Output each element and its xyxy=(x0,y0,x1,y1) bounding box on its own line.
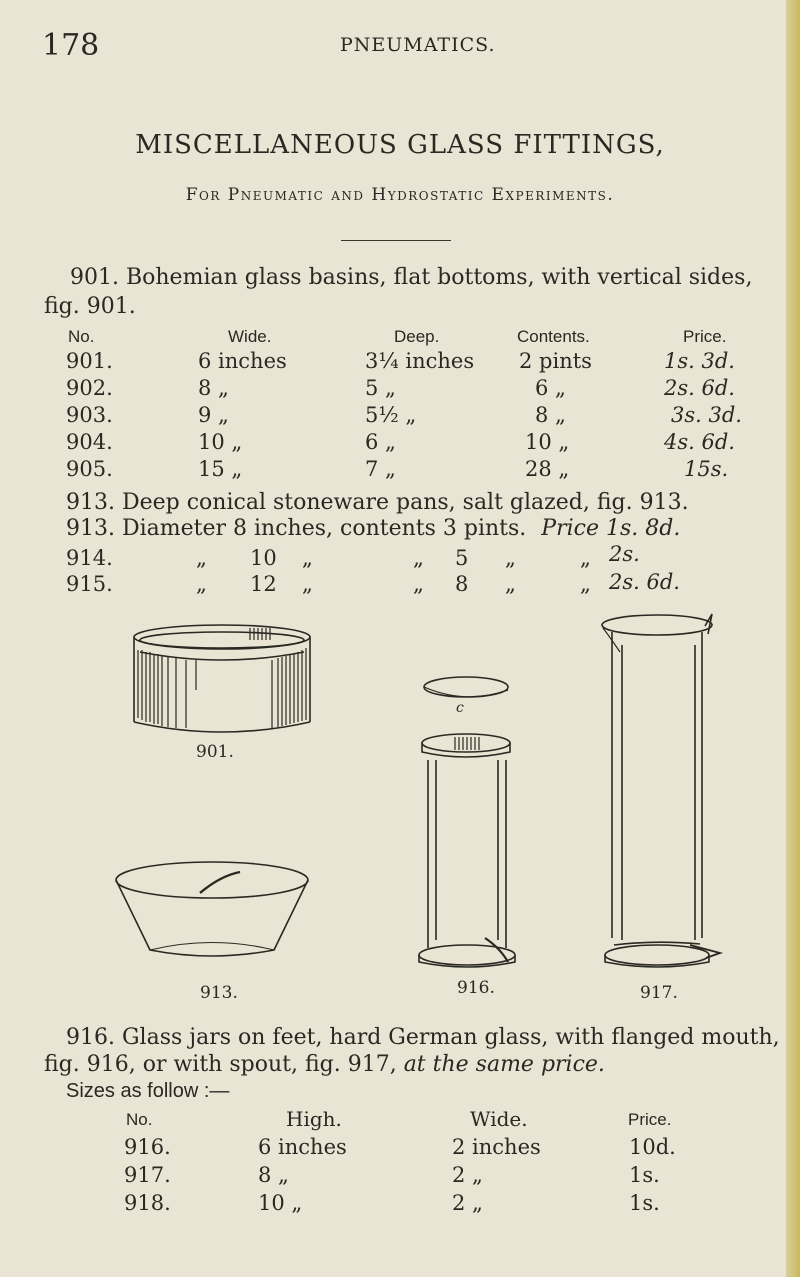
section913-line1: 913. Deep conical stoneware pans, salt glazed, fig. 913. xyxy=(66,490,689,515)
section901-intro-line1: 901. Bohemian glass basins, flat bottoms, with vertical sides, xyxy=(70,265,753,290)
table901-cell: 8 „ xyxy=(198,376,229,400)
table901-cell: 3¼ inches xyxy=(365,349,475,373)
row914-cell: 2s. xyxy=(609,542,640,566)
row914-cell: „ xyxy=(302,546,313,570)
fig913-caption: 913. xyxy=(200,983,238,1003)
page-title: MISCELLANEOUS GLASS FITTINGS, xyxy=(135,130,665,160)
table916-cell: 2 „ xyxy=(452,1163,483,1187)
row915-cell: „ xyxy=(505,572,516,596)
section901-intro-line2: fig. 901. xyxy=(44,294,136,319)
table901-cell: 6 inches xyxy=(198,349,287,373)
table916-cell: 2 inches xyxy=(452,1135,541,1159)
fig913-pan-drawing xyxy=(116,862,308,956)
section916-line2-main: fig. 916, or with spout, fig. 917, xyxy=(44,1052,397,1077)
fig917-caption: 917. xyxy=(640,983,678,1003)
section913-price: 1s. 8d. xyxy=(606,516,681,541)
table901-cell: 28 „ xyxy=(525,457,570,481)
table901-cell: 903. xyxy=(66,403,113,427)
row915-cell: „ xyxy=(302,572,313,596)
row915-cell: 12 xyxy=(250,572,277,596)
table901-header-price: Price. xyxy=(683,327,727,346)
section916-same-price: at the same price. xyxy=(403,1052,605,1077)
table916-cell: 6 inches xyxy=(258,1135,347,1159)
table901-cell: 10 „ xyxy=(525,430,570,454)
table901-header-contents: Contents. xyxy=(517,327,590,346)
table916-cell: 918. xyxy=(124,1191,171,1215)
table901-cell: 10 „ xyxy=(198,430,243,454)
row914-cell: „ xyxy=(196,546,207,570)
table916-cell: 10 „ xyxy=(258,1191,303,1215)
table901-cell: 6 „ xyxy=(535,376,566,400)
table916-header-high: High. xyxy=(286,1107,342,1131)
table916-header-no: No. xyxy=(126,1110,153,1129)
row915-cell: 2s. 6d. xyxy=(609,570,680,594)
row915-cell: 915. xyxy=(66,572,113,596)
table916-header-price: Price. xyxy=(628,1110,672,1129)
page-number: 178 xyxy=(42,28,100,63)
row915-cell: „ xyxy=(580,572,591,596)
table901-cell: 15s. xyxy=(684,457,729,481)
fig916-cap-label: c xyxy=(456,700,464,716)
table901-cell: 4s. 6d. xyxy=(664,430,735,454)
table901-cell: 1s. 3d. xyxy=(664,349,735,373)
row915-cell: „ xyxy=(413,572,424,596)
table916-cell: 2 „ xyxy=(452,1191,483,1215)
row915-cell: 8 xyxy=(455,572,469,596)
table901-header-no: No. xyxy=(68,327,95,346)
section916-line1: 916. Glass jars on feet, hard German glass, with flanged mouth, xyxy=(66,1025,780,1050)
table901-header-wide: Wide. xyxy=(228,327,272,346)
fig901-basin-drawing xyxy=(134,625,310,732)
table916-cell: 917. xyxy=(124,1163,171,1187)
row915-cell: „ xyxy=(196,572,207,596)
table916-header-wide: Wide. xyxy=(470,1107,528,1131)
table916-cell: 10d. xyxy=(629,1135,676,1159)
table901-cell: 8 „ xyxy=(535,403,566,427)
table901-cell: 9 „ xyxy=(198,403,229,427)
table901-cell: 902. xyxy=(66,376,113,400)
table901-cell: 5 „ xyxy=(365,376,396,400)
row914-cell: „ xyxy=(413,546,424,570)
table916-cell: 916. xyxy=(124,1135,171,1159)
table901-cell: 6 „ xyxy=(365,430,396,454)
row914-cell: „ xyxy=(505,546,516,570)
row914-cell: „ xyxy=(580,546,591,570)
page-subtitle: For Pneumatic and Hydrostatic Experiments. xyxy=(185,185,615,205)
table901-cell: 904. xyxy=(66,430,113,454)
table901-cell: 2 pints xyxy=(519,349,592,373)
section916-line2 xyxy=(44,1052,605,1077)
table901-header-deep: Deep. xyxy=(394,327,440,346)
fig916-caption: 916. xyxy=(457,978,495,998)
fig917-jar-drawing xyxy=(602,614,720,967)
table916-cell: 8 „ xyxy=(258,1163,289,1187)
row914-cell: 10 xyxy=(250,546,277,570)
fig916-jar-drawing xyxy=(419,677,515,967)
section916-sizes-intro: Sizes as follow :— xyxy=(66,1080,230,1102)
table916-cell: 1s. xyxy=(629,1191,660,1215)
row914-cell: 914. xyxy=(66,546,113,570)
fig901-caption: 901. xyxy=(196,742,234,762)
table901-cell: 901. xyxy=(66,349,113,373)
section913-line2-main: 913. Diameter 8 inches, contents 3 pints. xyxy=(66,516,527,541)
table901-cell: 15 „ xyxy=(198,457,243,481)
table901-cell: 905. xyxy=(66,457,113,481)
section913-price-label: Price xyxy=(541,516,599,541)
row914-cell: 5 xyxy=(455,546,469,570)
table916-cell: 1s. xyxy=(629,1163,660,1187)
table901-cell: 3s. 3d. xyxy=(671,403,742,427)
table901-cell: 7 „ xyxy=(365,457,396,481)
running-title: PNEUMATICS. xyxy=(340,34,496,56)
table901-cell: 5½ „ xyxy=(365,403,417,427)
table901-cell: 2s. 6d. xyxy=(664,376,735,400)
